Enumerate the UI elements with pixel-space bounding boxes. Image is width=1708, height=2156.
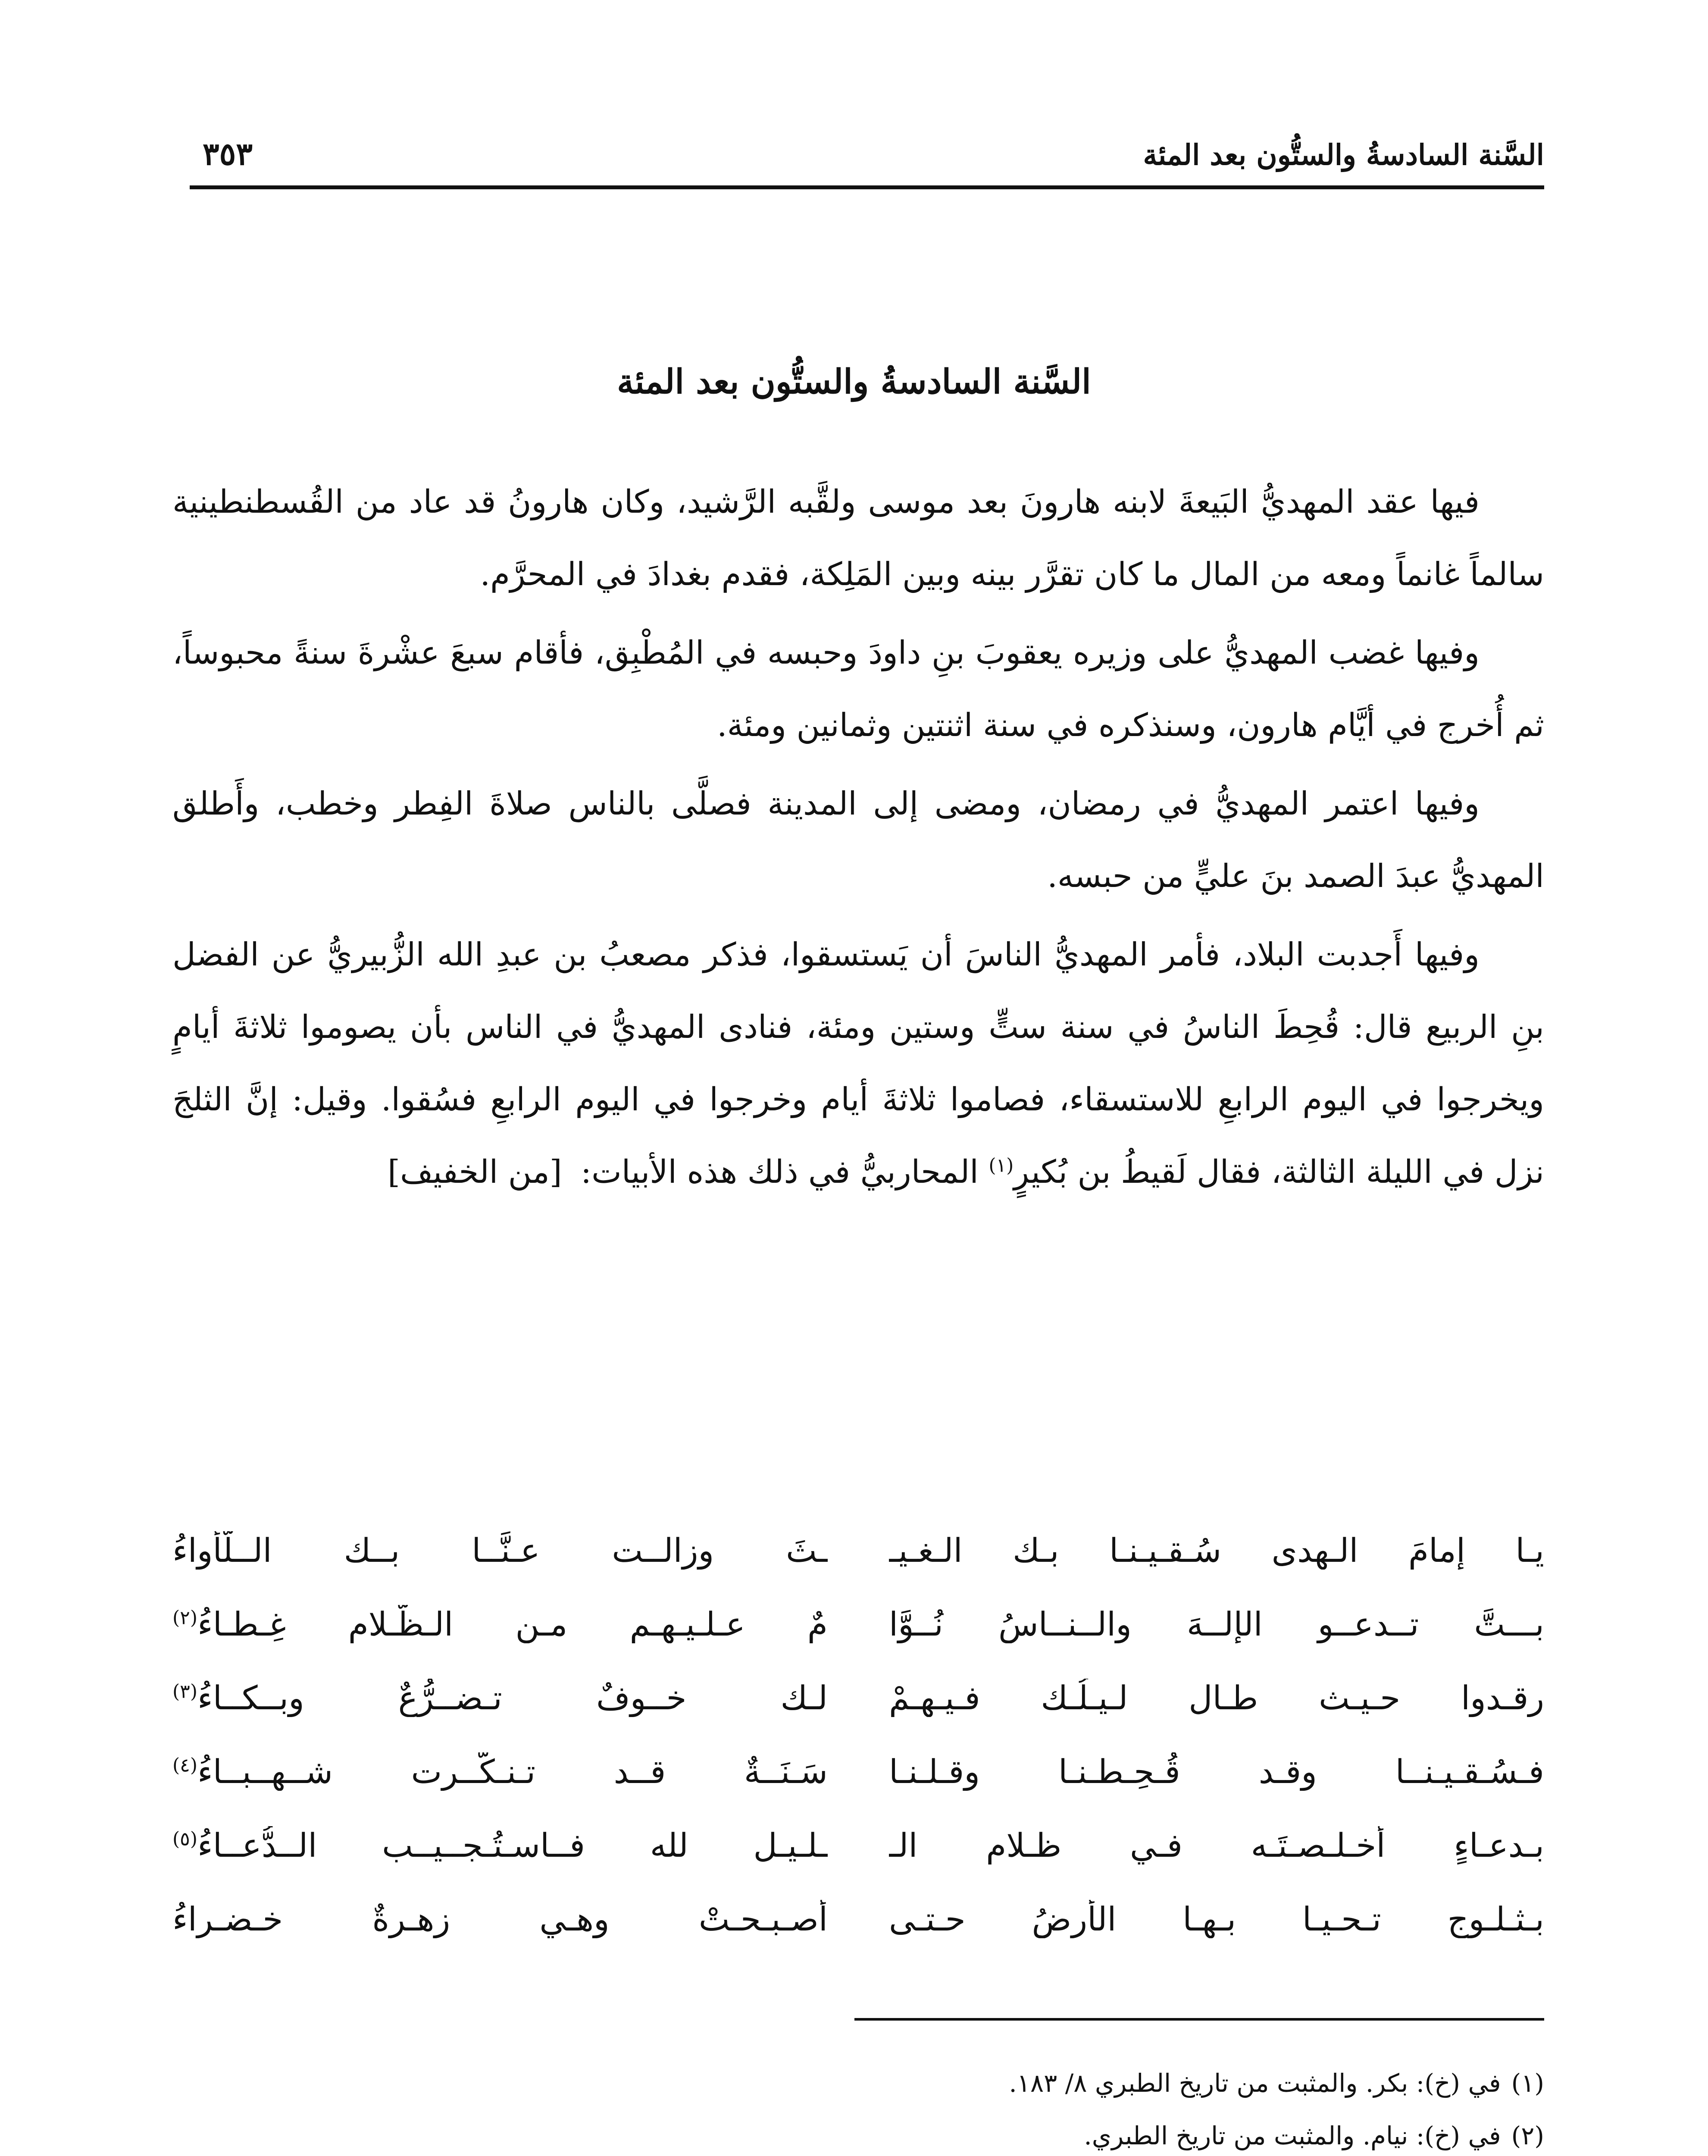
verse-second-hemistich: [172, 1900, 828, 1938]
verse-second-hemistich: [172, 1605, 828, 1643]
footnote-ref[interactable]: (٤): [172, 1754, 197, 1777]
verse-second-hemistich: [172, 1826, 828, 1865]
hemistich-text: أصـبـحـتْ وهـي زهـرةٌ خـضـراءُ: [172, 1900, 828, 1938]
paragraph-text: فيها عقد المهديُّ البَيعةَ لابنه هارونَ بعد موسى ولقَّبه الرَّشيد، وكان هارونُ قد عاد من القُسطنطينية سالماً غانماً ومعه من المال ما كان تقرَّر بينه وبين المَلِكة، فقدم بغدادَ في المحرَّم.: [172, 483, 1544, 593]
footnote-ref[interactable]: (٢): [172, 1607, 197, 1629]
page-number: ٣٥٣: [203, 135, 253, 172]
footnote-ref[interactable]: (٣): [172, 1680, 197, 1703]
paragraph: [172, 617, 1544, 761]
verse: [172, 1882, 1544, 1956]
paragraph: [172, 466, 1544, 611]
footnotes: [172, 2057, 1544, 2156]
footnote-number: (٢): [1511, 2121, 1544, 2150]
verse-first-hemistich: يـا إمامَ الـهدى سُـقـيـنـا بـك الـغـيـ: [889, 1531, 1544, 1570]
footnote: [172, 2109, 1544, 2156]
paragraph-text-continued: المحاربيُّ في ذلك هذه الأبيات:: [581, 1153, 979, 1191]
hemistich-text: لـك خــوفٌ تـضــرُّعٌ وبــكــاءُ: [197, 1679, 828, 1717]
verse: [172, 1661, 1544, 1735]
footnote-text: في (خ): بكر. والمثبت من تاريخ الطبري ٨/ ١٨٣.: [1009, 2068, 1501, 2098]
paragraph-text: وفيها اعتمر المهديُّ في رمضان، ومضى إلى المدينة فصلَّى بالناس صلاةَ الفِطر وخطب، وأَطلق المهديُّ عبدَ الصمد بنَ عليٍّ من حبسه.: [172, 785, 1544, 895]
running-title: السَّنة السادسةُ والستُّون بعد المئة: [1143, 138, 1544, 172]
verse: [172, 1735, 1544, 1808]
verse-first-hemistich: رقـدوا حـيـث طـال لـيـلُـك فـيـهـمْ: [889, 1679, 1544, 1717]
footnote-text: في (خ): نيام. والمثبت من تاريخ الطبري.: [1084, 2121, 1501, 2150]
verse: [172, 1587, 1544, 1661]
footnote: [172, 2057, 1544, 2109]
hemistich-text: مٌ عـلـيـهـم مـن الـظَّـلام غِـطـاءُ: [197, 1605, 828, 1643]
footnote-ref[interactable]: (٥): [172, 1828, 197, 1850]
verse: [172, 1514, 1544, 1587]
poetic-meter: [من الخفيف]: [388, 1153, 562, 1191]
body-text: [172, 466, 1544, 1214]
paragraph: [172, 768, 1544, 912]
section-heading: السَّنة السادسةُ والستُّون بعد المئة: [617, 362, 1091, 401]
verse-second-hemistich: [172, 1679, 828, 1717]
verse-second-hemistich: [172, 1531, 828, 1570]
hemistich-text: ـلـيـلِ لله فــاسـتُـجــيــب الــدُّعــاءُ: [197, 1826, 828, 1865]
paragraph: [172, 918, 1544, 1208]
verse: [172, 1808, 1544, 1882]
footnote-divider: [854, 2018, 1544, 2021]
poem: [172, 1514, 1544, 1956]
footnote-ref[interactable]: (١): [989, 1154, 1014, 1177]
running-header: [190, 129, 1544, 189]
hemistich-text: سَـنَــةٌ قــد تـنـكَّــرت شــهــبــاءُ: [197, 1752, 828, 1791]
hemistich-text: ـثَ وزالــت عـنَّــا بــك الــلَّأواءُ: [172, 1531, 828, 1570]
footnote-number: (١): [1511, 2068, 1544, 2098]
verse-first-hemistich: بـثـلـوجٍ تـحـيـا بـهـا الأرضُ حـتـى: [889, 1900, 1544, 1938]
paragraph-text: وفيها غضب المهديُّ على وزيره يعقوبَ بنِ داودَ وحبسه في المُطْبِق، فأقام سبعَ عشْرةَ سنةً محبوساً، ثم أُخرج في أيَّام هارون، وسنذكره في سنة اثنتين وثمانين ومئة.: [172, 634, 1544, 744]
verse-first-hemistich: بـــتَّ تــدعــو الإلــهَ والــنــاسُ نُــوَّا: [889, 1605, 1544, 1643]
verse-first-hemistich: بـدعـاءٍ أخـلـصـتَـه فـي ظـلام الـ: [889, 1826, 1544, 1865]
verse-first-hemistich: فـسُـقـيـنــا وقـد قُـحِـطـنـا وقـلـنـا: [889, 1752, 1544, 1791]
verse-second-hemistich: [172, 1752, 828, 1791]
paragraph-text: وفيها أَجدبت البلاد، فأمر المهديُّ الناسَ أن يَستسقوا، فذكر مصعبُ بن عبدِ الله الزُّبيريُّ عن الفضل بنِ الربيع قال: قُحِطَ الناسُ في سنة ستٍّ وستين ومئة، فنادى المهديُّ في الناس بأن يصوموا ثلاثةَ أيامٍ ويخرجوا في اليوم الرابعِ للاستسقاء، فصاموا ثلاثةَ أيام وخرجوا في اليوم الرابعِ فسُقوا. وقيل: إنَّ الثلجَ نزل في الليلة الثالثة، فقال لَقيطُ بن بُكيرٍ: [172, 936, 1544, 1191]
